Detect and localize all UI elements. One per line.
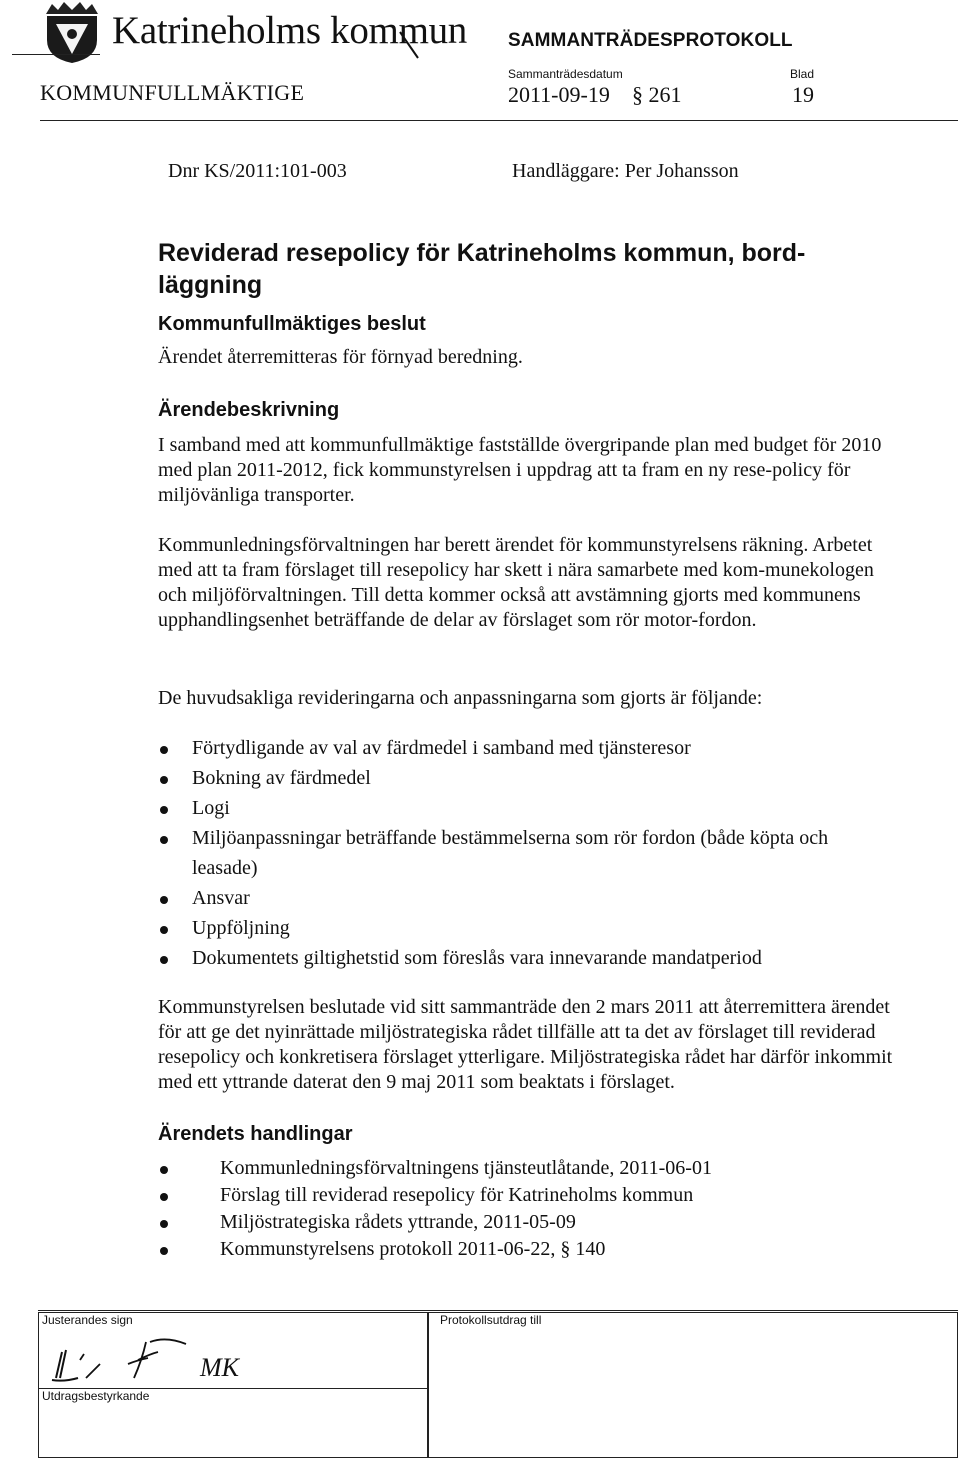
- list-item: Förslag till reviderad resepolicy för Katrineholms kommun: [158, 1182, 898, 1209]
- handwritten-signatures: [50, 1334, 280, 1392]
- list-item: Kommunstyrelsens protokoll 2011-06-22, § 140: [158, 1236, 898, 1263]
- description-paragraph: Kommunstyrelsen beslutade vid sitt sammanträde den 2 mars 2011 att återremittera ärendet för att ge det nyinrättade miljöstrategiska rådet tillfälle att ta det av förslaget till reviderad resepolicy och konkretisera förslaget ytterligare. Miljöstrategiska rådet har därför inkommit med ett yttrande daterat den 9 maj 2011 som beaktats i förslaget.: [158, 996, 893, 1093]
- meeting-date-label: Sammanträdesdatum: [508, 67, 623, 81]
- revisions-list: [158, 733, 898, 973]
- page-number: 19: [792, 82, 814, 107]
- signature-initials: MK: [200, 1353, 239, 1382]
- council-name: KOMMUNFULLMÄKTIGE: [40, 80, 305, 105]
- municipality-name: Katrineholms kommun: [112, 9, 468, 52]
- footer-rule: [38, 1310, 958, 1311]
- list-item: Bokning av färdmedel: [158, 763, 898, 793]
- documents-list: [158, 1155, 898, 1263]
- header-rule: [40, 120, 958, 121]
- section-heading-decision: Kommunfullmäktiges beslut: [158, 313, 426, 335]
- description-paragraph: De huvudsakliga revideringarna och anpassningarna som gjorts är följande:: [158, 687, 763, 709]
- list-item: Ansvar: [158, 883, 898, 913]
- list-item: Uppföljning: [158, 913, 898, 943]
- case-number: Dnr KS/2011:101-003: [168, 160, 347, 182]
- header-slash-mark: [398, 30, 420, 60]
- paragraph-number: § 261: [632, 82, 682, 107]
- list-item: Logi: [158, 793, 898, 823]
- header-rule-left: [12, 54, 100, 55]
- section-heading-description: Ärendebeskrivning: [158, 399, 340, 421]
- document-title: Reviderad resepolicy för Katrineholms kommun, bord-läggning: [158, 239, 806, 299]
- page-number-label: Blad: [790, 67, 815, 81]
- extract-box: [428, 1312, 958, 1458]
- list-item: Förtydligande av val av färdmedel i samband med tjänsteresor: [158, 733, 898, 763]
- description-paragraph: Kommunledningsförvaltningen har berett ärendet för kommunstyrelsens räkning. Arbetet med att ta fram förslaget till resepolicy har skett i nära samarbete med kom-munekologen och miljöförvaltningen. Till detta kommer också att avstämning gjorts med kommunens upphandlingsenhet beträffande de delar av förslaget som rör motor-fordon.: [158, 534, 874, 631]
- list-item: Miljöstrategiska rådets yttrande, 2011-05-09: [158, 1209, 898, 1236]
- case-officer: Handläggare: Per Johansson: [512, 160, 739, 182]
- protocol-title: SAMMANTRÄDESPROTOKOLL: [508, 30, 793, 51]
- description-paragraph: I samband med att kommunfullmäktige fastställde övergripande plan med budget för 2010 med plan 2011-2012, fick kommunstyrelsen i uppdrag att ta fram en ny rese-policy för miljövänliga transporter.: [158, 434, 882, 506]
- signature-label: Justerandes sign: [42, 1313, 133, 1327]
- list-item: Dokumentets giltighetstid som föreslås vara innevarande mandatperiod: [158, 943, 898, 973]
- decision-text: Ärendet återremitteras för förnyad beredning.: [158, 346, 523, 368]
- list-item: Miljöanpassningar beträffande bestämmelserna som rör fordon (både köpta och leasade): [158, 823, 898, 883]
- extract-label: Protokollsutdrag till: [440, 1313, 542, 1327]
- list-item: Kommunledningsförvaltningens tjänsteutlåtande, 2011-06-01: [158, 1155, 898, 1182]
- attestation-label: Utdragsbestyrkande: [42, 1389, 150, 1403]
- meeting-date: 2011-09-19: [508, 82, 610, 107]
- section-heading-documents: Ärendets handlingar: [158, 1123, 353, 1145]
